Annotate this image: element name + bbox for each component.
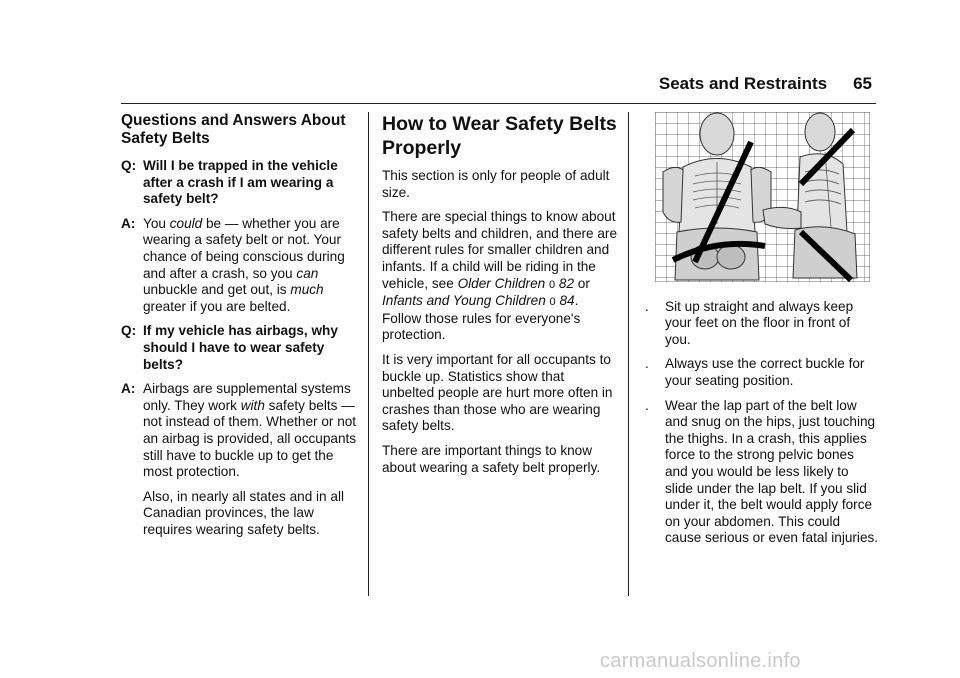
bullet-item: . Wear the lap part of the belt low and snug on the hips, just touching the thighs. In a crash, this applies force to the strong pelvic bones and you would be less likely to slide under the lap belt. If you slid under it, the belt would apply force on your abdomen. This could cause serious or even fatal injuries. [645,397,879,546]
qa-heading: Questions and Answers About Safety Belts [121,112,346,147]
question-2: Q: If my vehicle has airbags, why should I have to wear safety belts? [121,323,338,372]
page-ref-arrow-icon: 0 [549,278,556,291]
link-older-children[interactable]: Older Children [457,275,546,291]
paragraph-adult-size: This section is only for people of adult size. [382,168,610,200]
column-how-to [382,112,618,484]
column-divider [628,112,629,596]
column-divider [368,112,369,596]
page-number: 65 [853,74,872,93]
column-figure-bullets [643,112,879,555]
header-rule [121,103,876,104]
paragraph-statistics: It is very important for all occupants to buckle up. Statistics show that unbelted people are hurt more often in crashes than those who are wearing safety belts. [382,351,613,434]
watermark: carmanualsonline.info [600,650,801,672]
paragraph-important: There are important things to know about wearing a safety belt properly. [382,442,601,475]
bullet-item: . Always use the correct buckle for your seating position. [645,356,865,388]
answer-1: A: You could be — whether you are wearing a safety belt or not. Your chance of being conscious during and after a crash, so you can unbuckle and get out, is much greater if you are belted. [121,215,345,314]
page-ref-arrow-icon: 0 [549,296,556,309]
answer-2: A: Airbags are supplemental systems only. They work with safety belts — not instead of them. Whether or not an airbag is provided, all occupants still have to buckle up to get the most protection. [121,381,357,480]
how-to-heading: How to Wear Safety Belts Properly [382,113,617,159]
paragraph-children: There are special things to know about safety belts and children, and there are different rules for smaller children and infants. If a child will be riding in the vehicle, see Older Children 0 82 or Infants and Young Children 0 84. Follow those rules for everyone's protection. [382,209,618,343]
section-title: Seats and Restraints [658,74,828,93]
column-qa [121,112,357,546]
safety-belt-illustration [655,112,870,282]
question-1: Q: Will I be trapped in the vehicle after a crash if I am wearing a safety belt? [121,158,338,207]
answer-2-continued: Also, in nearly all states and in all Canadian provinces, the law requires wearing safety belts. [143,488,344,537]
bullet-item: . Sit up straight and always keep your feet on the floor in front of you. [645,298,854,347]
link-infants-young-children[interactable]: Infants and Young Children [382,293,546,309]
page-header [659,74,872,94]
